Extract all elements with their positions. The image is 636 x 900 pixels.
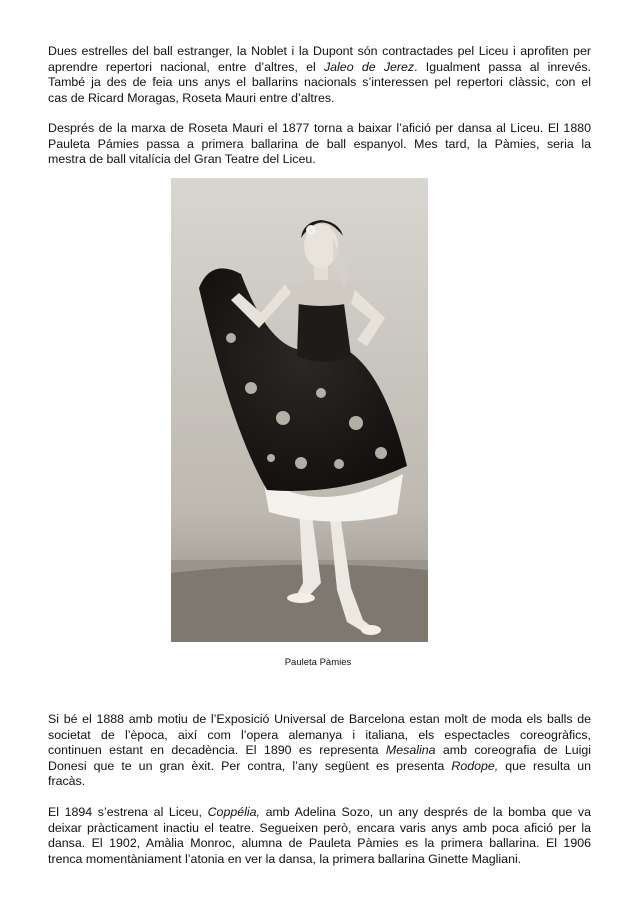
text-line: Dues estrelles del ball estranger, la Noblet i la Dupont són contractades pel Liceu i aprofiten per [48,44,591,58]
paragraph-4 [48,805,591,867]
text-line: societat de l’època, així com l’opera alemanya i italiana, els espectacles coreogràfics, [48,727,591,742]
text-line: aprendre repertori nacional, entre d’altres, el Jaleo de Jerez. Igualment passa al inrevés. [48,59,591,74]
text-line: cas de Ricard Moragas, Roseta Mauri entre d’altres. [48,90,335,105]
text-line: Si bé el 1888 amb motiu de l’Exposició Universal de Barcelona estan molt de moda els balls de [48,712,591,726]
figure-caption: Pauleta Pàmies [284,657,352,668]
text-line: dansa. El 1902, Amàlia Monroc, alumna de Pauleta Pàmies es la primera ballarina. El 1906 [48,836,591,851]
text-line: Després de la marxa de Roseta Mauri el 1877 torna a baixar l’afició per dansa al Liceu. El 1880 [48,121,591,135]
ballerina-photo [171,178,428,642]
text-line: El 1894 s’estrena al Liceu, Coppélia, amb Adelina Sozo, un any després de la bomba que va [48,805,592,819]
text-line: Pauleta Pámies passa a primera ballarina de ball espanyol. Mes tard, la Pàmies, seria la [48,136,591,151]
paragraph-1 [48,44,591,106]
text-line: deixar pràcticament inactiu el teatre. Segueixen però, encara varis anys amb poca afició per la [48,820,591,835]
paragraph-3 [48,712,591,790]
text-line: mestra de ball vitalícia del Gran Teatre del Liceu. [48,152,316,167]
text-line: També ja des de feia uns anys el ballarins nacionals s’interessen pel repertori clàssic, con el [48,75,591,90]
paragraph-2 [48,121,591,168]
text-line: fracàs. [48,774,86,789]
text-line: trenca momentàniament l’atonia en ver la dansa, la primera ballarina Ginette Magliani. [48,851,522,866]
text-line: continuen estant en decadència. El 1890 es representa Mesalina amb coreografia de Luigi [48,743,592,758]
text-line: Donesi que te un gran èxit. Per contra, l’any següent es presenta Rodope, que resulta un [48,758,591,773]
